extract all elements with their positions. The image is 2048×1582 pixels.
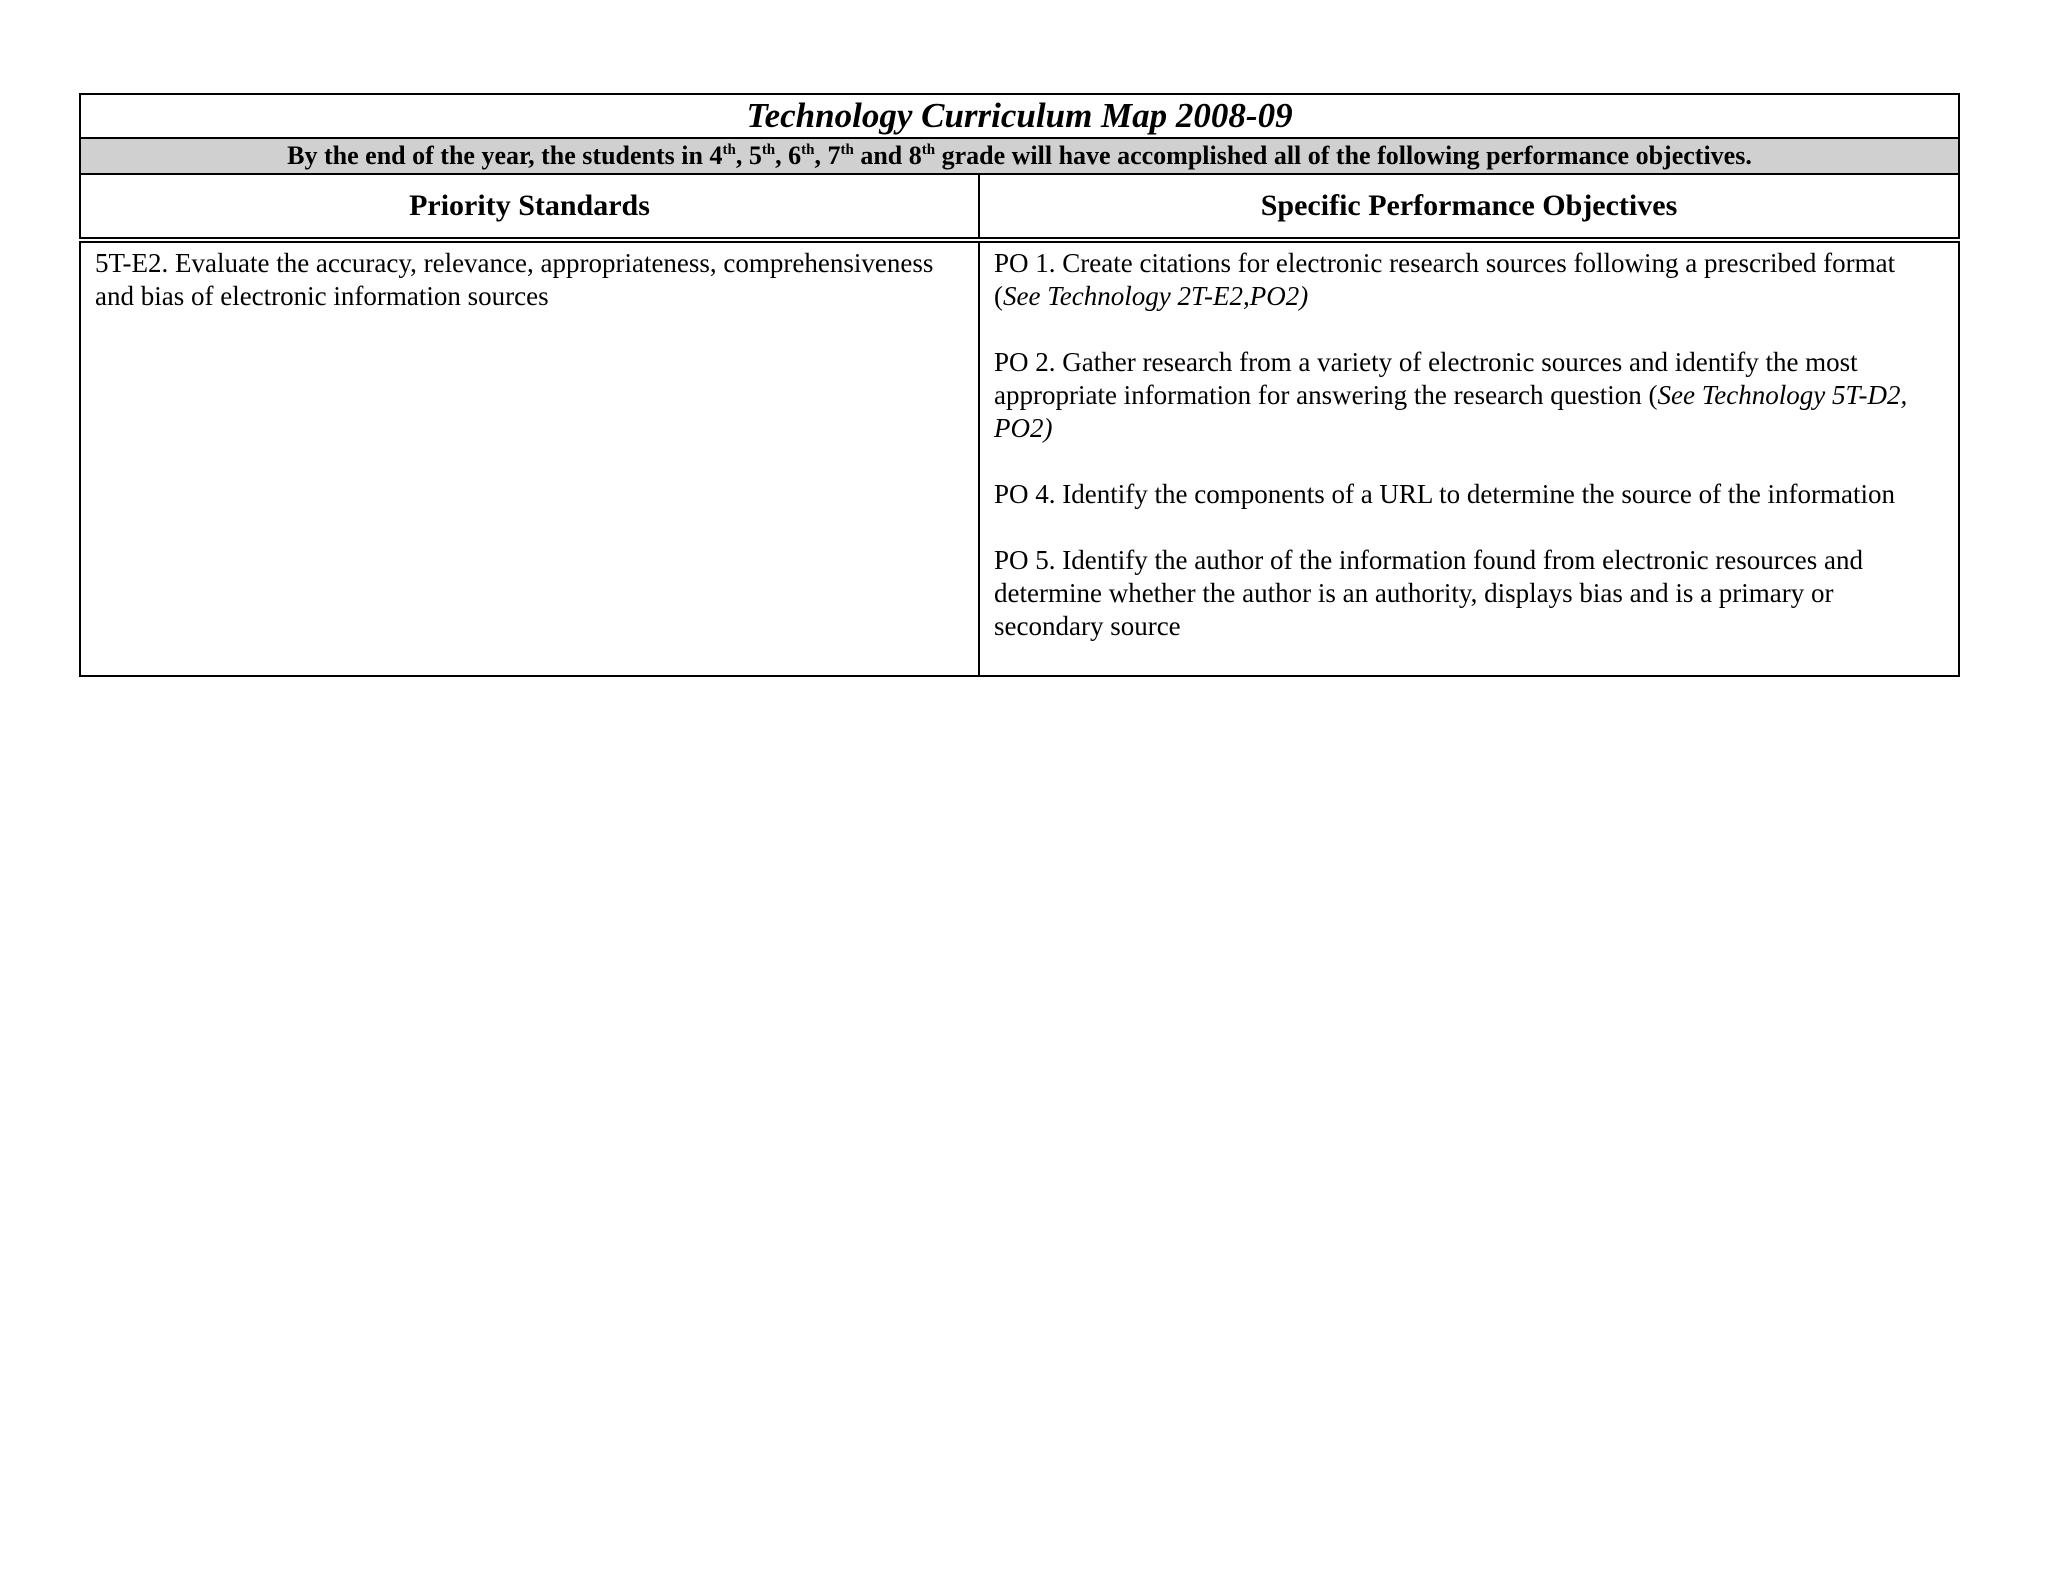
title-row — [80, 94, 1959, 138]
subtitle-suffix: grade will have accomplished all of the following performance objectives. — [935, 141, 1752, 170]
subtitle-row — [80, 138, 1959, 174]
objective-reference: See Technology 2T-E2,PO2) — [1003, 281, 1309, 311]
grade-8: 8th — [908, 141, 936, 170]
grade-4: 4th, — [709, 141, 749, 170]
priority-standard-text: 5T-E2. Evaluate the accuracy, relevance, appropriateness, comprehensiveness and bias of electronic information sources — [95, 248, 934, 311]
table-row — [80, 240, 1959, 676]
header-row — [80, 174, 1959, 240]
grade-6: 6th, — [788, 141, 828, 170]
table-title: Technology Curriculum Map 2008-09 — [80, 94, 1959, 138]
objective-po2: PO 2. Gather research from a variety of electronic sources and identify the most appropriate information for answering the research question (See Technology 5T-D2, PO2) — [994, 347, 1908, 443]
curriculum-map-table — [79, 93, 1960, 677]
grade-7: 7th and — [827, 141, 909, 170]
priority-standard-cell — [80, 240, 979, 676]
objective-po5: PO 5. Identify the author of the information found from electronic resources and determine whether the author is an authority, displays bias and is a primary or secondary source — [994, 545, 1863, 641]
table-subtitle — [80, 138, 1959, 174]
objectives-cell — [979, 240, 1959, 676]
column-header-priority-standards: Priority Standards — [80, 174, 979, 240]
objective-po1: PO 1. Create citations for electronic research sources following a prescribed format (See Technology 2T-E2,PO2) — [994, 248, 1896, 311]
objective-po4: PO 4. Identify the components of a URL to determine the source of the information — [994, 479, 1896, 509]
grade-5: 5th, — [748, 141, 789, 170]
subtitle-prefix: By the end of the year, the students in — [287, 141, 710, 170]
column-header-performance-objectives: Specific Performance Objectives — [979, 174, 1959, 240]
objective-reference: See Technology 5T-D2, PO2) — [994, 380, 1908, 443]
